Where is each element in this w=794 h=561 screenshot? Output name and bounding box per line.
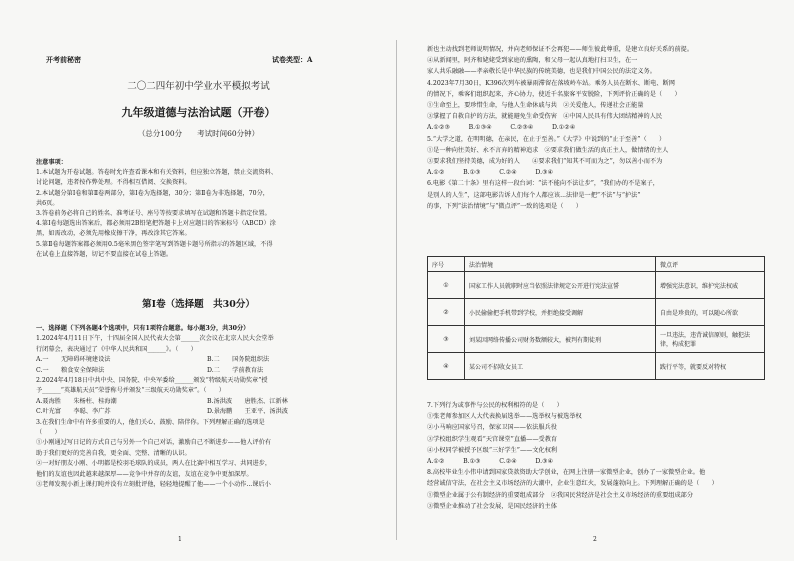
option: B.二 国务院组织法 (207, 356, 270, 364)
table-cell: 自由是珍贵的，可以随心所欲 (656, 299, 765, 326)
text-line: A.①② B.①③ C.②④ D.③④ (427, 458, 554, 466)
paper-type-label: 试卷类型：A (272, 55, 313, 64)
q3-line: 助于我们更好的完善自我，更全面、完整、清晰的认识。 (36, 449, 191, 457)
secret-label: 开考前秘密 (46, 55, 81, 64)
note-line: 讨论问题，违者按作弊处理。不得相互借阅、交换资料。 (36, 179, 191, 187)
score-info: （总分100分 考试时间60分钟） (137, 129, 260, 138)
note-line: 1.本试题为开卷试题。答卷时允许查看课本和有关资料，但应独立答题，禁止交流资料、 (36, 169, 278, 177)
q3-line: （ ） (36, 429, 61, 437)
q1-options-row (36, 355, 378, 365)
text-line: 家人共乐融融——孝亲敬长是中华民族的传统美德，也是我们中国公民的法定义务。 (427, 68, 656, 76)
questions-block-right-top (427, 44, 767, 212)
text-line: 新也主动找到老师说明情况，并向老师保证不会再犯——师生彼此尊重，是建立良好关系的前提。 (427, 46, 694, 53)
table-cell: ② (428, 299, 465, 326)
header-cell: 序号 (428, 257, 465, 272)
note-line: 4.第Ⅰ卷每题选出答案后，都必须用2B铅笔把答题卡上对应题目的答案标号（ABCD）涂 (36, 220, 276, 228)
table-cell: 某公司不招收女员工 (465, 353, 656, 380)
text-line: ①微型企业属于公有制经济的重要组成部分 ②我国民营经济是社会主义市场经济的重要组成部分 (427, 491, 694, 499)
text-line: 4.2023年7月30日，K396次列车被暴雨滞留在落坡岭车站。乘务人员在断水、断电、断网 (427, 79, 675, 87)
table-cell: ① (428, 272, 465, 299)
section-heading: 一、选择题（下列各题4个选项中，只有1项符合题意。每小题3分，共30分） (36, 325, 250, 332)
text-line: ①是一种向往美好、永不言弃的精神追求 ②要求我们做生活的真正主人，做情绪的主人 (427, 146, 669, 154)
q3-line: 3.在我们生命中有许多重要的人，他们关心、鼓励、陪伴你。下列理解正确的选项是 (36, 418, 265, 426)
text-line: 的事，下列“法治情境”与“微点评”一致的选项是（ ） (427, 202, 582, 210)
text-line: 的情况下，乘客们组织起来，齐心协力，使近千名旅客平安脱险，下列评价正确的是（ ） (427, 90, 681, 98)
text-line: 7.下列行为或事件与公民的权利相符的是（ ） (427, 402, 563, 409)
table-cell: ③ (428, 326, 465, 353)
option: C.叶光富 李聪、李广苏 (36, 408, 111, 416)
table-cell: 小民偷偷把手机带到学校，并拒绝接受调解 (465, 299, 656, 326)
option: C.一 粮食安全保障法 (36, 366, 105, 374)
table-header-row (428, 257, 765, 272)
q3-line: 他们的友谊也因此越来越深厚——竞争中并存的友谊，友谊在竞争中更加深厚。 (36, 470, 253, 478)
text-line: ③学校组织学生观看“天宫课堂”直播——受教育 (427, 435, 558, 443)
text-line: ①生命至上，要珍惜生命，与他人生命休戚与共 ②关爱他人，传递社会正能量 (427, 102, 644, 110)
header-cell: 微点评 (656, 257, 765, 272)
table-cell: 践行平等，就要反对特权 (656, 353, 765, 380)
text-line: ④小权同学被授予区级“三好学生”——文化权利 (427, 446, 558, 454)
text-line: 5.“大学之道，在明明德，在亲民，在止于至善。”《大学》中说到的“止于至善”（ ） (427, 135, 666, 143)
option: A.一 无障碍环境建设法 (36, 356, 111, 364)
law-scenario-table (427, 256, 765, 380)
text-line: 是别人的人生”，这部电影告诉人们每个人都应该...法律是一把“不法”与“护法” (427, 191, 641, 199)
text-line: ③微型企业推动了社会发展，是国民经济的主体 (427, 502, 557, 510)
table-row (428, 272, 765, 299)
notes-title: 注意事项： (36, 159, 67, 166)
q2-line: 予______“英雄航天员”荣誉称号并颁发“三级航天功勋奖章”。（ ） (36, 387, 225, 395)
text-line: ④从新闻里，阿齐和姥姥受到家庭的熏陶，和父母一起认真地打扫卫生，在一 (427, 57, 638, 65)
q2-options-row (36, 397, 378, 407)
option: D.景海鹏 王亚平、汤洪波 (207, 408, 288, 416)
note-line: 2.本试题分第Ⅰ卷和第Ⅱ卷两部分，第Ⅰ卷为选择题，30分；第Ⅱ卷为非选择题，70分， (36, 189, 269, 197)
table-cell: 增强宪法意识，维护宪法权威 (656, 272, 765, 299)
text-line: A.①②③ B.①③④ C.②③④ D.①②④ (427, 124, 576, 132)
text-line: A.①② B.①③ C.②④ D.③④ (427, 169, 554, 177)
table-cell: ④ (428, 353, 465, 380)
note-line: 5.第Ⅱ卷每题答案都必须用0.5毫米黑色签字笔写到答题卡题号所指示的答题区域，不得 (36, 240, 273, 248)
right-page (397, 0, 794, 561)
q2-line: 2.2024年4月18日中共中央、国务院、中央军委给______颁发“特级航天功勋奖章”授 (36, 377, 268, 385)
part-one-title: 第Ⅰ卷（选择题 共30分） (142, 299, 255, 310)
text-line: ③要求我们坚持美德，成为好的人 ④要求我们“知其不可而为之”，勿以善小而不为 (427, 158, 663, 166)
table-row (428, 353, 765, 380)
exam-title: 二〇二四年初中学业水平模拟考试 (127, 81, 270, 92)
text-line: 8.高校毕业生小伟申请到国家贷款资助大学创业，在网上注册一家微型企业，创办了一家微型企业。他 (427, 469, 706, 477)
q1-options-row (36, 366, 378, 376)
page-number: 1 (178, 536, 182, 543)
notes-block (36, 158, 376, 260)
q2-options-row (36, 407, 378, 417)
subject-title: 九年级道德与法治试题（开卷） (121, 106, 276, 119)
text-line: 6.电影《第二十条》里有这样一段台词：“法不能向不法让步”，“我们办的不是案子， (427, 180, 659, 188)
note-line: 黑，如需改动，必须先用橡皮擦干净，再改涂其它答案。 (36, 230, 191, 238)
table-cell: 一旦违法，违背诚信原则，触犯法律，构成犯罪 (656, 326, 765, 353)
header-cell: 法治情境 (465, 257, 656, 272)
questions-block-left (36, 324, 378, 491)
q1-line: 行闭幕会，表决通过了《中华人民共和国______》。（ ） (36, 345, 197, 353)
table-row (428, 326, 765, 353)
text-line: ③掌握了自救自护的方法，就能避免生命受伤害 ④中国人民具有伟大团结精神的人民 (427, 113, 663, 121)
note-line: 共6页。 (36, 199, 59, 207)
text-line: ②小马响应国家号召，保家卫国——依法服兵役 (427, 424, 557, 432)
option: A.聂海胜 朱杨柱、桂海潮 (36, 397, 117, 405)
text-line: 经营诚信守法，在社会主义市场经济的大潮中，企业生意红火，发展蓬勃向上。下列理解正确的是（ ） (427, 480, 718, 488)
option: B.汤洪波 唐胜杰、江新林 (207, 397, 288, 405)
table-cell: 国家工作人员就职时应当依照法律规定公开进行宪法宣誓 (465, 272, 656, 299)
note-line: 在试卷上直接答题，切记不要直接在试卷上答题。 (36, 250, 173, 258)
questions-block-right-bottom (427, 400, 767, 512)
table-cell: 刘某因网络传播公司财务数额较大，被判有期徒刑 (465, 326, 656, 353)
text-line: ①张老师参加区人大代表换届选举——选举权与被选举权 (427, 413, 582, 421)
q3-line: ②一对好朋友小刚、小明都是校羽毛球队的成员，两人在比赛中相互学习、共同进步， (36, 460, 272, 468)
q3-line: ①小刚通过写日记的方式自己与另外一个自己对话，激励自己不断进步——他人评价有 (36, 439, 272, 447)
table-row (428, 299, 765, 326)
page-number: 2 (593, 536, 597, 543)
q1-line: 1.2024年4月11日下午，十四届全国人民代表大会第______次会议在北京人民大会堂举 (36, 335, 274, 343)
option: D.二 学前教育法 (207, 366, 264, 374)
q3-line: ③老师发现小新上课打盹并没有立刻批评他，轻轻地提醒了他——一个小动作...课后小 (36, 481, 271, 489)
note-line: 3.答卷前务必将自己的姓名、准考证号、座号等按要求填写在试题和答题卡指定位置。 (36, 210, 271, 218)
